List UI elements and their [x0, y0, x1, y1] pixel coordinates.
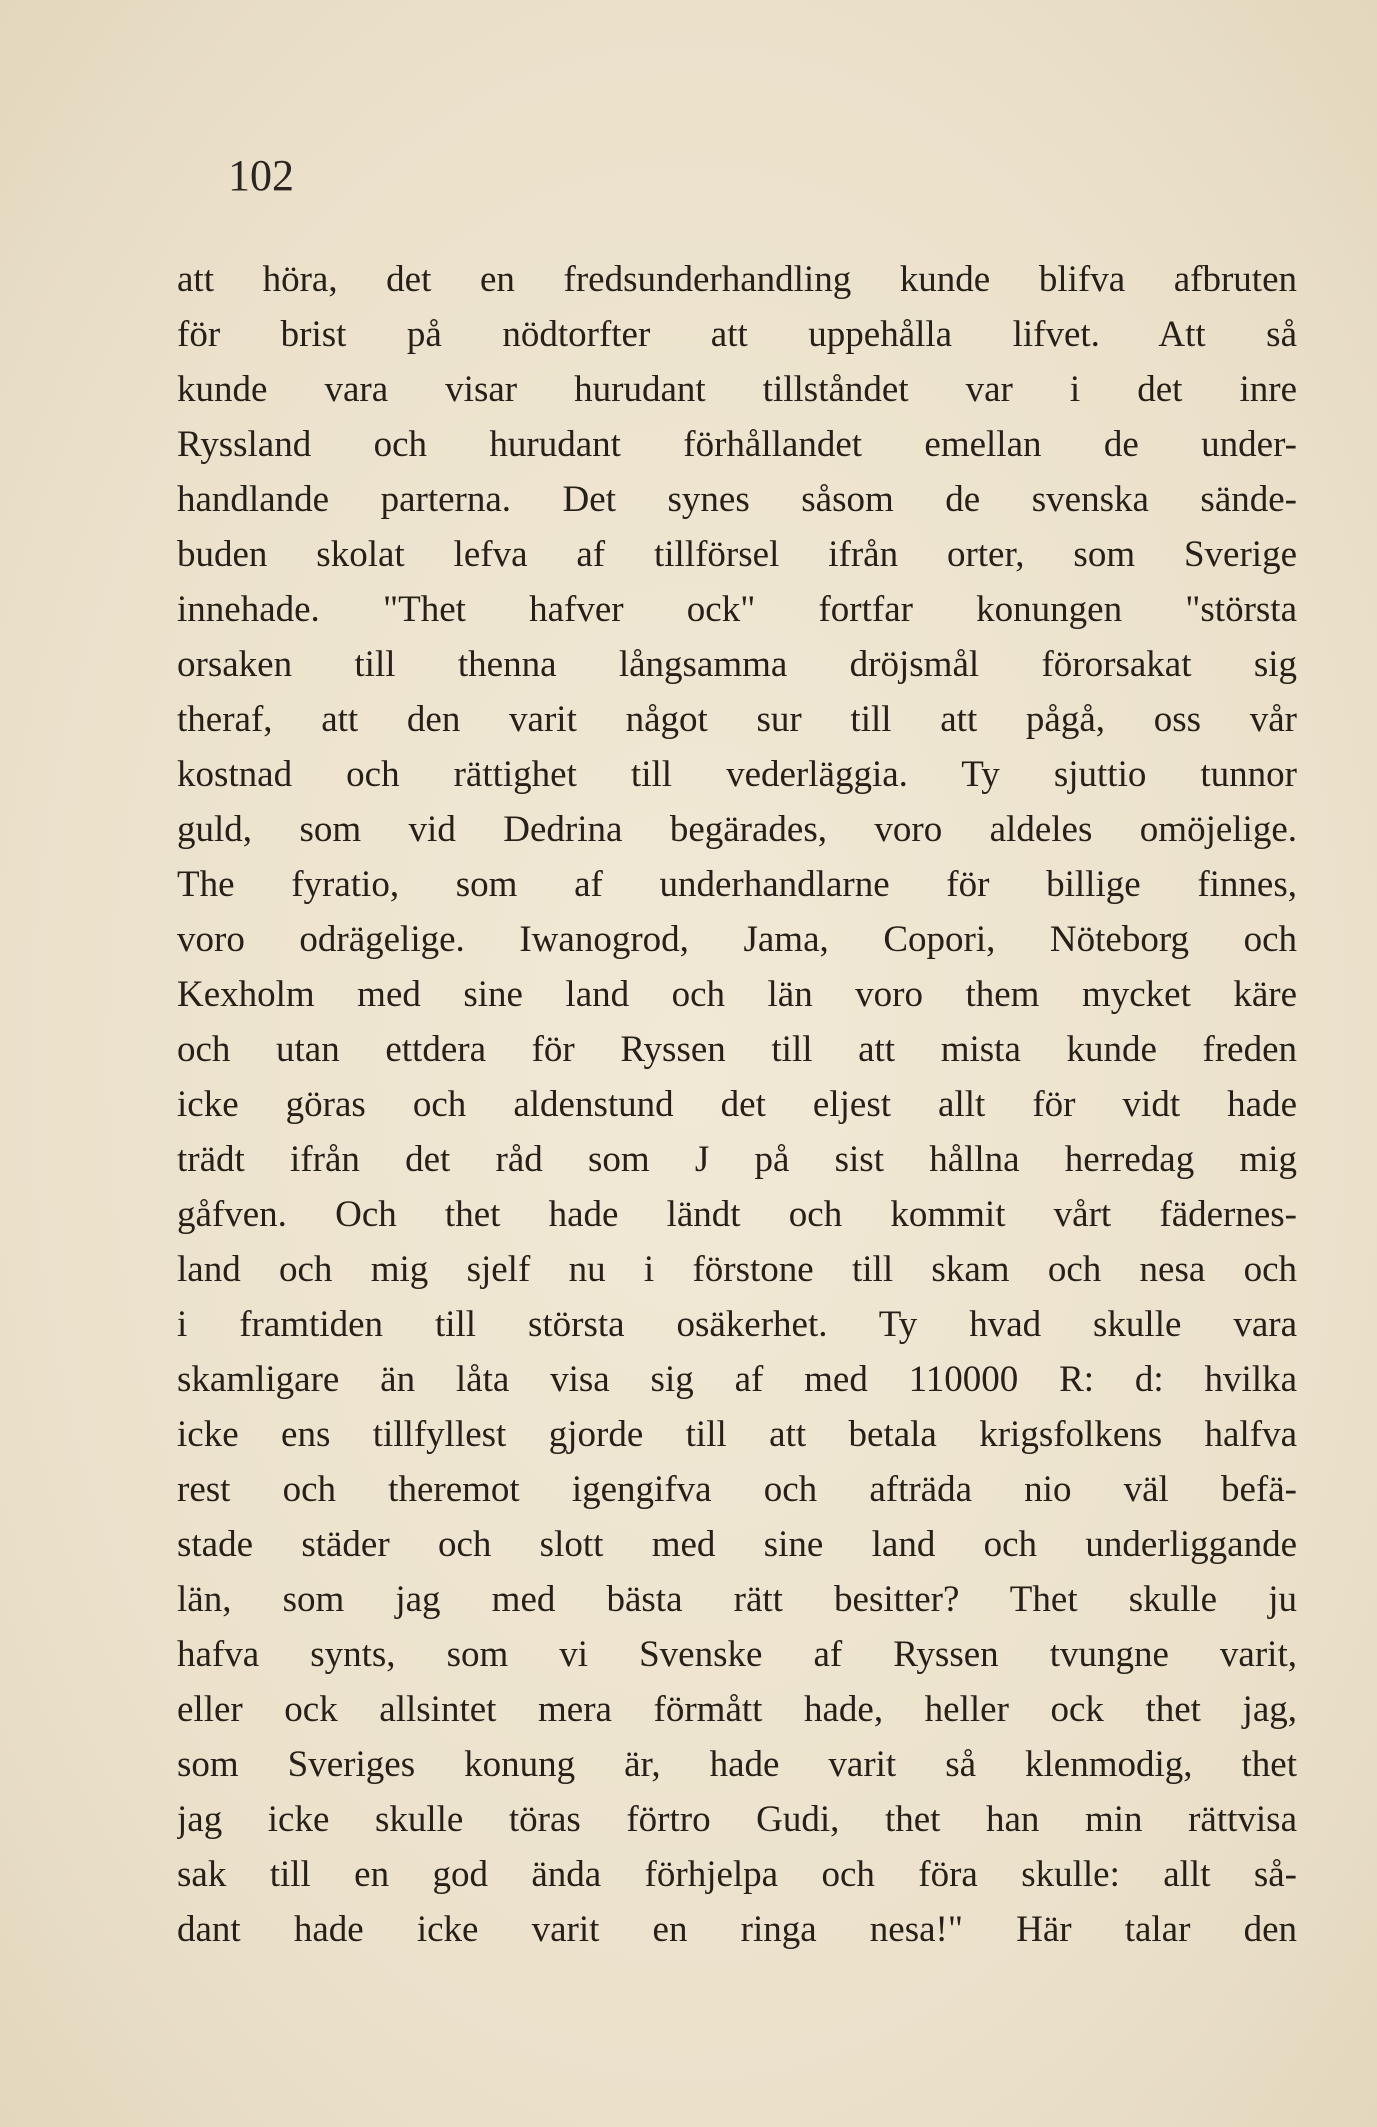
text-line: trädt ifrån det råd som J på sist hållna herredag mig: [177, 1139, 1297, 1180]
text-line: theraf, att den varit något sur till att pågå, oss vår: [177, 699, 1297, 740]
text-line: sak till en god ända förhjelpa och föra skulle: allt så-: [177, 1854, 1297, 1895]
text-line: Kexholm med sine land och län voro them mycket käre: [177, 974, 1297, 1015]
text-line: buden skolat lefva af tillförsel ifrån orter, som Sverige: [177, 534, 1297, 575]
text-line: som Sveriges konung är, hade varit så klenmodig, thet: [177, 1744, 1297, 1785]
text-line: skamligare än låta visa sig af med 110000 R: d: hvilka: [177, 1359, 1297, 1400]
text-line: dant hade icke varit en ringa nesa!" Här talar den: [177, 1909, 1297, 1950]
text-line: gåfven. Och thet hade ländt och kommit vårt fädernes-: [177, 1194, 1297, 1235]
text-line: län, som jag med bästa rätt besitter? Thet skulle ju: [177, 1579, 1297, 1620]
text-line: orsaken till thenna långsamma dröjsmål förorsakat sig: [177, 644, 1297, 685]
text-line: icke ens tillfyllest gjorde till att betala krigsfolkens halfva: [177, 1414, 1297, 1455]
text-line: rest och theremot igengifva och afträda nio väl befä-: [177, 1469, 1297, 1510]
text-line: land och mig sjelf nu i förstone till skam och nesa och: [177, 1249, 1297, 1290]
text-line: guld, som vid Dedrina begärades, voro aldeles omöjelige.: [177, 809, 1297, 850]
text-line: för brist på nödtorfter att uppehålla lifvet. Att så: [177, 314, 1297, 355]
text-line: icke göras och aldenstund det eljest allt för vidt hade: [177, 1084, 1297, 1125]
text-line: stade städer och slott med sine land och underliggande: [177, 1524, 1297, 1565]
text-line: kunde vara visar hurudant tillståndet var i det inre: [177, 369, 1297, 410]
text-line: voro odrägelige. Iwanogrod, Jama, Copori, Nöteborg och: [177, 919, 1297, 960]
page-number: 102: [228, 151, 294, 200]
text-line: eller ock allsintet mera förmått hade, heller ock thet jag,: [177, 1689, 1297, 1730]
text-line: innehade. "Thet hafver ock" fortfar konungen "största: [177, 589, 1297, 630]
text-line: jag icke skulle töras förtro Gudi, thet han min rättvisa: [177, 1799, 1297, 1840]
body-text: [177, 252, 1297, 1957]
text-line: The fyratio, som af underhandlarne för billige finnes,: [177, 864, 1297, 905]
text-line: och utan ettdera för Ryssen till att mista kunde freden: [177, 1029, 1297, 1070]
text-line: hafva synts, som vi Svenske af Ryssen tvungne varit,: [177, 1634, 1297, 1675]
text-line: att höra, det en fredsunderhandling kunde blifva afbruten: [177, 259, 1297, 300]
text-line: kostnad och rättighet till vederläggia. Ty sjuttio tunnor: [177, 754, 1297, 795]
text-line: i framtiden till största osäkerhet. Ty hvad skulle vara: [177, 1304, 1297, 1345]
text-line: Ryssland och hurudant förhållandet emellan de under-: [177, 424, 1297, 465]
text-line: handlande parterna. Det synes såsom de svenska sände-: [177, 479, 1297, 520]
